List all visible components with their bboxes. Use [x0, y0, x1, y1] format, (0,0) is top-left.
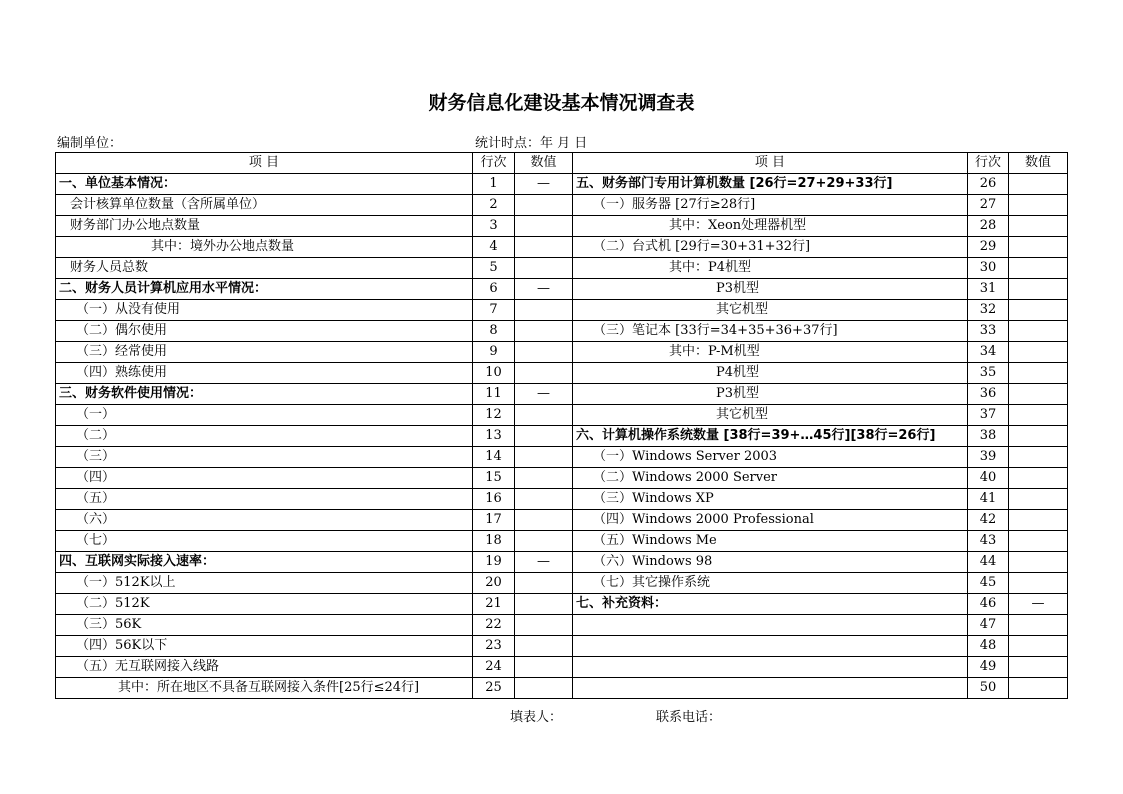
table-row: [56, 300, 1068, 321]
table-row: [56, 342, 1068, 363]
row-left-value[interactable]: [515, 216, 573, 237]
row-left-item: （三）56K: [56, 615, 473, 636]
row-left-value[interactable]: [515, 447, 573, 468]
row-left-number: 4: [473, 237, 515, 258]
row-left-value[interactable]: [515, 342, 573, 363]
row-right-value[interactable]: [1009, 216, 1068, 237]
row-left-value[interactable]: [515, 468, 573, 489]
row-left-value[interactable]: [515, 573, 573, 594]
row-right-number: 29: [968, 237, 1009, 258]
header-row-right: 行次: [968, 153, 1009, 174]
header-value-left: 数值: [515, 153, 573, 174]
row-left-number: 24: [473, 657, 515, 678]
row-right-value[interactable]: [1009, 195, 1068, 216]
row-left-item: 会计核算单位数量（含所属单位）: [56, 195, 473, 216]
row-right-value[interactable]: [1009, 552, 1068, 573]
row-right-item: 六、计算机操作系统数量 [38行=39+…45行][38行=26行]: [573, 426, 968, 447]
row-right-item: 其中：P4机型: [573, 258, 968, 279]
statistics-time-label: 统计时点：年 月 日: [475, 136, 588, 151]
row-right-number: 37: [968, 405, 1009, 426]
table-row: [56, 657, 1068, 678]
row-right-value[interactable]: [1009, 678, 1068, 699]
row-right-value[interactable]: —: [1009, 594, 1068, 615]
table-row: [56, 363, 1068, 384]
row-left-value[interactable]: —: [515, 552, 573, 573]
row-right-value[interactable]: [1009, 405, 1068, 426]
row-right-number: 39: [968, 447, 1009, 468]
row-left-item: 一、单位基本情况：: [56, 174, 473, 195]
row-right-item: （一）Windows Server 2003: [573, 447, 968, 468]
row-left-value[interactable]: —: [515, 279, 573, 300]
row-right-number: 33: [968, 321, 1009, 342]
row-left-value[interactable]: [515, 405, 573, 426]
row-right-item: （二）Windows 2000 Server: [573, 468, 968, 489]
row-right-value[interactable]: [1009, 573, 1068, 594]
row-left-item: 其中：所在地区不具备互联网接入条件[25行≤24行]: [56, 678, 473, 699]
row-right-value[interactable]: [1009, 300, 1068, 321]
filler-label: 填表人：: [510, 710, 563, 725]
row-left-item: （四）: [56, 468, 473, 489]
row-left-number: 14: [473, 447, 515, 468]
row-left-number: 2: [473, 195, 515, 216]
row-right-item: [573, 678, 968, 699]
row-right-number: 30: [968, 258, 1009, 279]
row-right-number: 42: [968, 510, 1009, 531]
row-right-value[interactable]: [1009, 510, 1068, 531]
row-left-number: 25: [473, 678, 515, 699]
row-right-number: 50: [968, 678, 1009, 699]
row-left-item: （二）: [56, 426, 473, 447]
row-left-number: 8: [473, 321, 515, 342]
row-right-value[interactable]: [1009, 531, 1068, 552]
table-row: [56, 237, 1068, 258]
compiling-unit-label: 编制单位：: [57, 136, 123, 151]
row-right-item: 其它机型: [573, 300, 968, 321]
table-row: [56, 258, 1068, 279]
row-left-item: 其中：境外办公地点数量: [56, 237, 473, 258]
row-left-number: 15: [473, 468, 515, 489]
survey-table: [55, 152, 1068, 699]
row-right-value[interactable]: [1009, 489, 1068, 510]
row-right-number: 45: [968, 573, 1009, 594]
table-row: [56, 216, 1068, 237]
row-right-number: 41: [968, 489, 1009, 510]
table-row: [56, 636, 1068, 657]
table-row: [56, 405, 1068, 426]
row-right-number: 38: [968, 426, 1009, 447]
table-row: [56, 573, 1068, 594]
row-right-item: （三）笔记本 [33行=34+35+36+37行]: [573, 321, 968, 342]
row-right-value[interactable]: [1009, 363, 1068, 384]
row-right-item: （二）台式机 [29行=30+31+32行]: [573, 237, 968, 258]
row-right-item: （四）Windows 2000 Professional: [573, 510, 968, 531]
row-left-value[interactable]: [515, 636, 573, 657]
row-left-value[interactable]: —: [515, 384, 573, 405]
row-left-value[interactable]: [515, 258, 573, 279]
row-left-number: 1: [473, 174, 515, 195]
header-item-left: 项 目: [56, 153, 473, 174]
row-right-number: 40: [968, 468, 1009, 489]
table-row: [56, 384, 1068, 405]
row-right-value[interactable]: [1009, 447, 1068, 468]
row-right-value[interactable]: [1009, 636, 1068, 657]
row-left-item: （一）: [56, 405, 473, 426]
row-left-number: 20: [473, 573, 515, 594]
row-left-item: （二）偶尔使用: [56, 321, 473, 342]
row-right-item: 其它机型: [573, 405, 968, 426]
row-left-item: 二、财务人员计算机应用水平情况：: [56, 279, 473, 300]
row-left-number: 16: [473, 489, 515, 510]
header-item-right: 项 目: [573, 153, 968, 174]
row-left-value[interactable]: [515, 195, 573, 216]
row-left-number: 6: [473, 279, 515, 300]
row-right-value[interactable]: [1009, 174, 1068, 195]
row-left-number: 23: [473, 636, 515, 657]
row-left-value[interactable]: [515, 615, 573, 636]
row-left-item: 财务人员总数: [56, 258, 473, 279]
row-left-item: （六）: [56, 510, 473, 531]
phone-label: 联系电话：: [656, 710, 722, 725]
row-right-number: 27: [968, 195, 1009, 216]
row-left-item: 三、财务软件使用情况：: [56, 384, 473, 405]
row-right-item: P3机型: [573, 384, 968, 405]
row-left-number: 7: [473, 300, 515, 321]
row-right-value[interactable]: [1009, 468, 1068, 489]
row-right-value[interactable]: [1009, 657, 1068, 678]
row-right-value[interactable]: [1009, 237, 1068, 258]
row-right-value[interactable]: [1009, 615, 1068, 636]
row-right-item: [573, 615, 968, 636]
row-left-item: （四）56K以下: [56, 636, 473, 657]
row-right-item: [573, 657, 968, 678]
row-right-number: 44: [968, 552, 1009, 573]
table-row: [56, 510, 1068, 531]
row-left-item: （一）从没有使用: [56, 300, 473, 321]
header-value-right: 数值: [1009, 153, 1068, 174]
row-right-value[interactable]: [1009, 279, 1068, 300]
row-right-item: 其中：Xeon处理器机型: [573, 216, 968, 237]
table-row: [56, 552, 1068, 573]
row-left-value[interactable]: [515, 678, 573, 699]
row-left-number: 10: [473, 363, 515, 384]
row-right-item: 其中：P-M机型: [573, 342, 968, 363]
row-left-number: 11: [473, 384, 515, 405]
table-row: [56, 447, 1068, 468]
row-left-item: （三）经常使用: [56, 342, 473, 363]
table-row: [56, 426, 1068, 447]
row-left-item: （五）: [56, 489, 473, 510]
row-right-number: 35: [968, 363, 1009, 384]
row-right-number: 46: [968, 594, 1009, 615]
row-right-item: （一）服务器 [27行≥28行]: [573, 195, 968, 216]
row-left-value[interactable]: [515, 426, 573, 447]
row-left-number: 18: [473, 531, 515, 552]
row-left-number: 5: [473, 258, 515, 279]
table-row: [56, 468, 1068, 489]
row-left-value[interactable]: [515, 531, 573, 552]
table-row: [56, 489, 1068, 510]
row-left-value[interactable]: —: [515, 174, 573, 195]
row-left-value[interactable]: [515, 594, 573, 615]
row-left-number: 21: [473, 594, 515, 615]
table-row: [56, 531, 1068, 552]
row-right-number: 43: [968, 531, 1009, 552]
row-right-item: （五）Windows Me: [573, 531, 968, 552]
row-left-value[interactable]: [515, 300, 573, 321]
row-right-number: 48: [968, 636, 1009, 657]
row-left-item: 财务部门办公地点数量: [56, 216, 473, 237]
row-right-item: （七）其它操作系统: [573, 573, 968, 594]
row-right-value[interactable]: [1009, 426, 1068, 447]
row-left-number: 9: [473, 342, 515, 363]
header-row-left: 行次: [473, 153, 515, 174]
row-left-value[interactable]: [515, 510, 573, 531]
row-left-value[interactable]: [515, 237, 573, 258]
row-left-item: 四、互联网实际接入速率：: [56, 552, 473, 573]
row-left-number: 22: [473, 615, 515, 636]
row-right-item: P3机型: [573, 279, 968, 300]
row-right-number: 32: [968, 300, 1009, 321]
row-left-value[interactable]: [515, 657, 573, 678]
row-left-item: （五）无互联网接入线路: [56, 657, 473, 678]
table-row: [56, 678, 1068, 699]
row-right-item: （六）Windows 98: [573, 552, 968, 573]
table-row: [56, 321, 1068, 342]
row-left-item: （七）: [56, 531, 473, 552]
row-left-value[interactable]: [515, 363, 573, 384]
table-row: [56, 615, 1068, 636]
row-right-number: 31: [968, 279, 1009, 300]
row-left-item: （一）512K以上: [56, 573, 473, 594]
row-left-number: 13: [473, 426, 515, 447]
row-right-number: 36: [968, 384, 1009, 405]
table-row: [56, 195, 1068, 216]
page-title: 财务信息化建设基本情况调查表: [428, 92, 695, 114]
row-right-item: [573, 636, 968, 657]
row-right-item: （三）Windows XP: [573, 489, 968, 510]
row-left-item: （四）熟练使用: [56, 363, 473, 384]
row-right-item: 五、财务部门专用计算机数量 [26行=27+29+33行]: [573, 174, 968, 195]
row-left-value[interactable]: [515, 489, 573, 510]
row-left-number: 3: [473, 216, 515, 237]
row-right-value[interactable]: [1009, 321, 1068, 342]
table-row: [56, 174, 1068, 195]
row-left-item: （三）: [56, 447, 473, 468]
row-right-number: 26: [968, 174, 1009, 195]
row-right-number: 47: [968, 615, 1009, 636]
row-right-value[interactable]: [1009, 258, 1068, 279]
row-right-number: 34: [968, 342, 1009, 363]
row-left-number: 19: [473, 552, 515, 573]
row-right-value[interactable]: [1009, 384, 1068, 405]
table-header-row: [56, 153, 1068, 174]
row-left-item: （二）512K: [56, 594, 473, 615]
row-right-item: 七、补充资料：: [573, 594, 968, 615]
row-left-number: 12: [473, 405, 515, 426]
row-left-value[interactable]: [515, 321, 573, 342]
row-right-number: 49: [968, 657, 1009, 678]
row-right-item: P4机型: [573, 363, 968, 384]
row-right-value[interactable]: [1009, 342, 1068, 363]
table-row: [56, 279, 1068, 300]
row-left-number: 17: [473, 510, 515, 531]
row-right-number: 28: [968, 216, 1009, 237]
table-row: [56, 594, 1068, 615]
